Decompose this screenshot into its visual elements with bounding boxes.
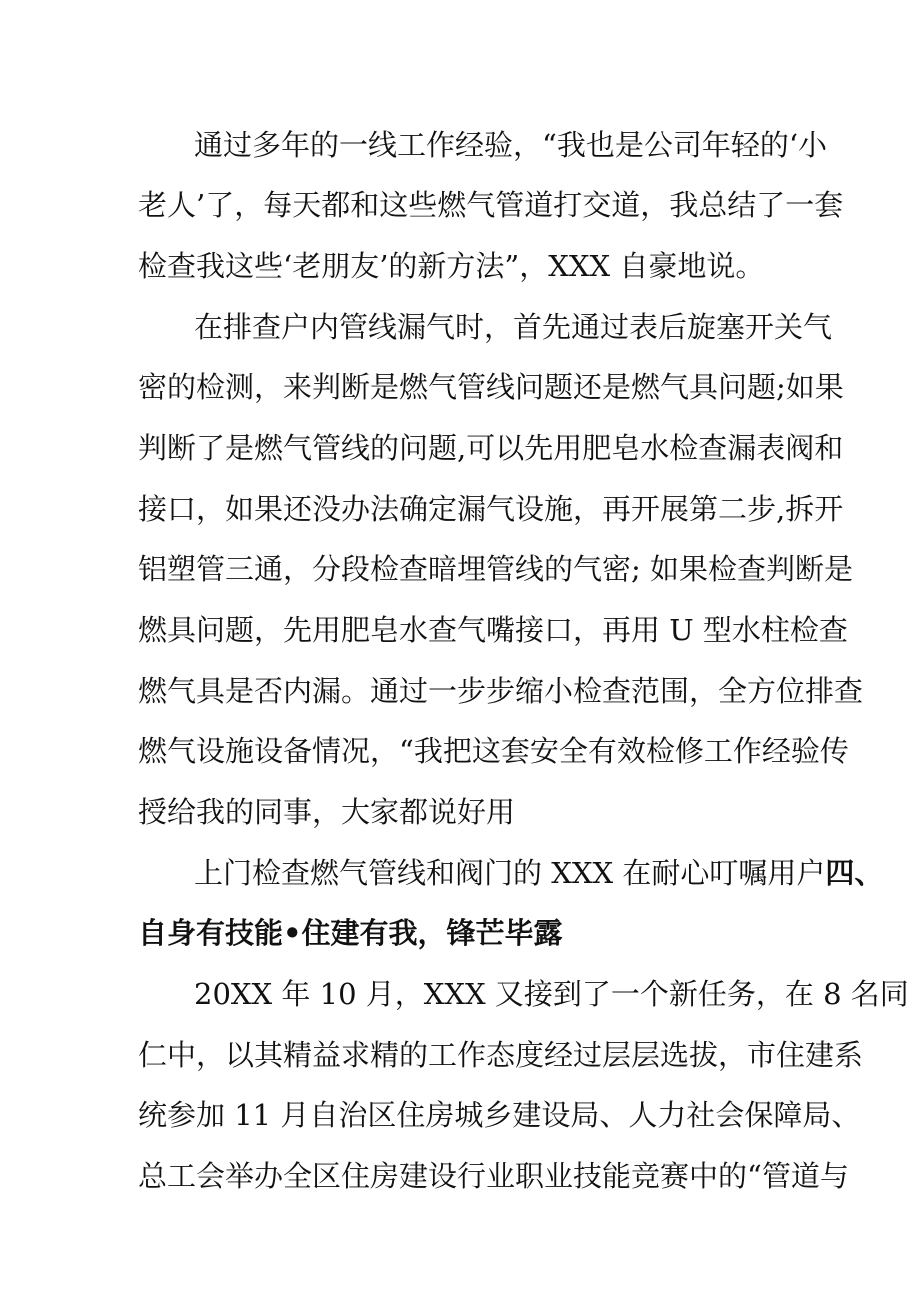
paragraph-3-line-3: 统参加 11 月自治区住房城乡建设局、人力社会保障局、 — [138, 1098, 861, 1132]
paragraph-2-line-4: 接口，如果还没办法确定漏气设施，再开展第二步,拆开 — [138, 492, 844, 526]
paragraph-3-line-1: 20XX 年 10 月，XXX 又接到了一个新任务，在 8 名同 — [194, 977, 909, 1011]
paragraph-3-line-4: 总工会举办全区住房建设行业职业技能竞赛中的“管道与 — [138, 1159, 849, 1193]
paragraph-1-line-1: 通过多年的一线工作经验，“我也是公司年轻的‘小 — [194, 128, 828, 162]
paragraph-2-line-1: 在排查户内管线漏气时，首先通过表后旋塞开关气 — [194, 310, 833, 344]
paragraph-2-line-6: 燃具问题，先用肥皂水查气嘴接口，再用 U 型水柱检查 — [138, 613, 848, 647]
paragraph-2-line-5: 铝塑管三通，分段检查暗埋管线的气密; 如果检查判断是 — [138, 552, 853, 586]
section-number: 四、 — [825, 856, 884, 890]
caption-line — [194, 853, 883, 893]
paragraph-1-line-2: 老人’了，每天都和这些燃气管道打交道，我总结了一套 — [138, 188, 844, 222]
paragraph-1-line-3: 检查我这些‘老朋友’的新方法”，XXX 自豪地说。 — [138, 249, 765, 283]
section-heading: 自身有技能•住建有我，锋芒毕露 — [138, 916, 563, 950]
image-caption: 上门检查燃气管线和阀门的 XXX 在耐心叮嘱用户 — [194, 856, 826, 890]
paragraph-2-line-8: 燃气设施设备情况，“我把这套安全有效检修工作经验传 — [138, 734, 849, 768]
paragraph-3-line-2: 仁中，以其精益求精的工作态度经过层层选拔，市住建系 — [138, 1038, 864, 1072]
paragraph-2-line-9: 授给我的同事，大家都说好用 — [138, 795, 516, 829]
paragraph-2-line-7: 燃气具是否内漏。通过一步步缩小检查范围，全方位排查 — [138, 674, 864, 708]
paragraph-2-line-2: 密的检测，来判断是燃气管线问题还是燃气具问题;如果 — [138, 370, 844, 404]
paragraph-2-line-3: 判断了是燃气管线的问题,可以先用肥皂水检查漏表阀和 — [138, 431, 844, 465]
